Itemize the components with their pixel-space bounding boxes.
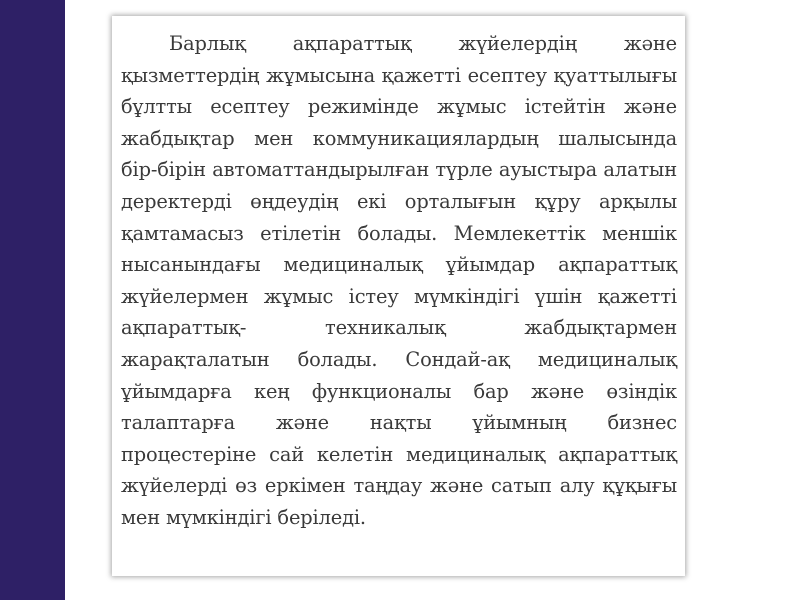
body-paragraph: Барлық ақпараттық жүйелердің және қызметтердің жұмысына қажетті есептеу қуаттылығы бұлтты есептеу режимінде жұмыс істейтін және жабдықтар мен коммуникациялардың шалысында бір-бірін автоматтандырылған түрле ауыстыра алатын деректерді өңдеудің екі орталығын құру арқылы қамтамасыз етілетін болады. Мемлекеттік меншік нысанындағы медициналық ұйымдар ақпараттық жүйелермен жұмыс істеу мүмкіндігі үшін қажетті ақпараттық- техникалық жабдықтармен жарақталатын болады. Сондай-ақ медициналық ұйымдарға кең функционалы бар және өзіндік талаптарға және нақты ұйымның бизнес процестеріне сай келетін медициналық ақпараттық жүйелерді өз еркімен таңдау және сатып алу құқығы мен мүмкіндігі беріледі.	[121, 32, 677, 529]
text-box	[112, 16, 685, 576]
side-accent-bar	[0, 0, 65, 600]
